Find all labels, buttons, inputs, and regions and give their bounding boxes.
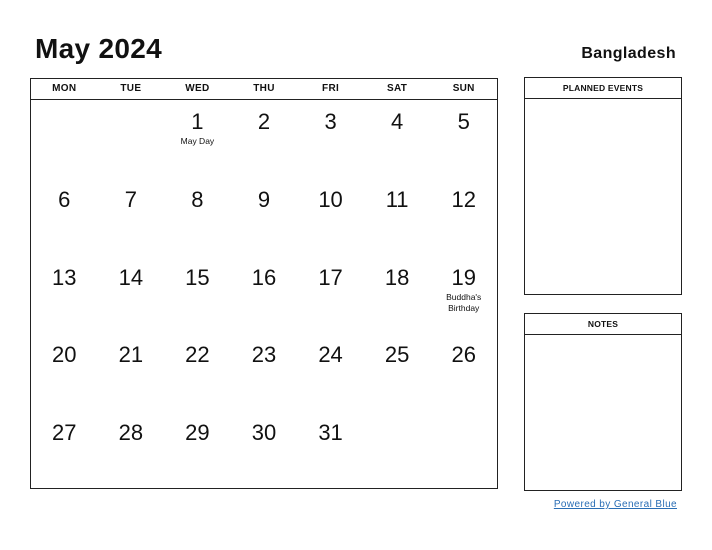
day-cell xyxy=(31,178,98,256)
day-cell xyxy=(231,178,298,256)
day-number: 5 xyxy=(457,109,470,134)
day-number: 17 xyxy=(318,264,343,290)
day-number: 8 xyxy=(191,186,204,212)
day-cell xyxy=(430,100,497,178)
notes-panel xyxy=(524,313,682,491)
day-number: 28 xyxy=(118,420,144,446)
day-number: 2 xyxy=(257,109,271,134)
day-number: 29 xyxy=(185,420,210,446)
day-cell xyxy=(98,100,165,178)
day-number: 24 xyxy=(318,342,343,368)
day-number: 10 xyxy=(318,186,343,212)
day-number: 16 xyxy=(251,264,277,290)
day-cell xyxy=(164,333,231,411)
day-cell xyxy=(297,411,364,489)
day-cell xyxy=(164,178,231,256)
day-cell xyxy=(164,100,231,178)
day-cell xyxy=(364,411,431,489)
day-cell xyxy=(31,256,98,334)
day-number: 15 xyxy=(185,264,210,290)
calendar-weeks xyxy=(31,100,497,489)
day-cell xyxy=(297,256,364,334)
day-cell xyxy=(231,256,298,334)
day-number: 31 xyxy=(318,420,343,446)
day-number: 11 xyxy=(385,186,409,212)
holiday-label: May Day xyxy=(180,136,215,146)
page-title: May 2024 xyxy=(35,33,162,64)
day-number: 6 xyxy=(58,186,71,212)
day-cell xyxy=(297,100,364,178)
day-cell xyxy=(31,333,98,411)
day-cell xyxy=(430,411,497,489)
day-cell xyxy=(164,411,231,489)
calendar-grid xyxy=(30,78,498,489)
day-cell xyxy=(364,256,431,334)
day-number: 19 xyxy=(451,264,476,290)
day-number: 30 xyxy=(251,420,277,446)
weekday-header: SUN xyxy=(452,83,475,94)
day-number: 22 xyxy=(185,342,210,368)
day-number: 26 xyxy=(451,342,476,368)
day-number: 7 xyxy=(124,186,137,212)
day-cell xyxy=(297,333,364,411)
day-number: 12 xyxy=(451,186,476,212)
planned-events-panel xyxy=(524,77,682,295)
day-number: 25 xyxy=(384,342,410,368)
day-cell xyxy=(231,100,298,178)
holiday-label: Buddha's Birthday xyxy=(446,291,482,313)
weekday-header-row xyxy=(31,79,497,100)
day-number: 18 xyxy=(384,264,410,290)
day-number: 1 xyxy=(191,109,204,134)
day-cell xyxy=(364,333,431,411)
day-number: 14 xyxy=(118,264,144,290)
day-cell xyxy=(164,256,231,334)
day-number: 4 xyxy=(391,109,404,134)
day-cell xyxy=(231,411,298,489)
day-cell xyxy=(231,333,298,411)
day-cell xyxy=(31,100,98,178)
weekday-header: MON xyxy=(52,83,77,94)
day-cell xyxy=(98,411,165,489)
day-number: 3 xyxy=(324,109,337,134)
day-cell xyxy=(31,411,98,489)
notes-title: NOTES xyxy=(525,314,681,335)
day-number: 23 xyxy=(251,342,277,368)
day-cell xyxy=(430,178,497,256)
weekday-header: SAT xyxy=(387,83,408,94)
country-label: Bangladesh xyxy=(581,45,676,62)
day-number: 9 xyxy=(257,186,271,212)
weekday-header: TUE xyxy=(120,83,142,94)
day-cell xyxy=(98,178,165,256)
day-number: 20 xyxy=(52,342,77,368)
day-cell xyxy=(430,256,497,334)
day-number: 13 xyxy=(52,264,77,290)
day-cell xyxy=(430,333,497,411)
day-number: 21 xyxy=(118,342,144,368)
day-cell xyxy=(297,178,364,256)
weekday-header: FRI xyxy=(322,83,340,94)
planned-events-title: PLANNED EVENTS xyxy=(525,78,681,99)
powered-by-link[interactable]: Powered by General Blue xyxy=(553,499,677,510)
weekday-header: THU xyxy=(253,83,275,94)
day-cell xyxy=(98,256,165,334)
day-cell xyxy=(364,178,431,256)
day-cell xyxy=(364,100,431,178)
day-number: 27 xyxy=(52,420,77,446)
weekday-header: WED xyxy=(185,83,210,94)
day-cell xyxy=(98,333,165,411)
